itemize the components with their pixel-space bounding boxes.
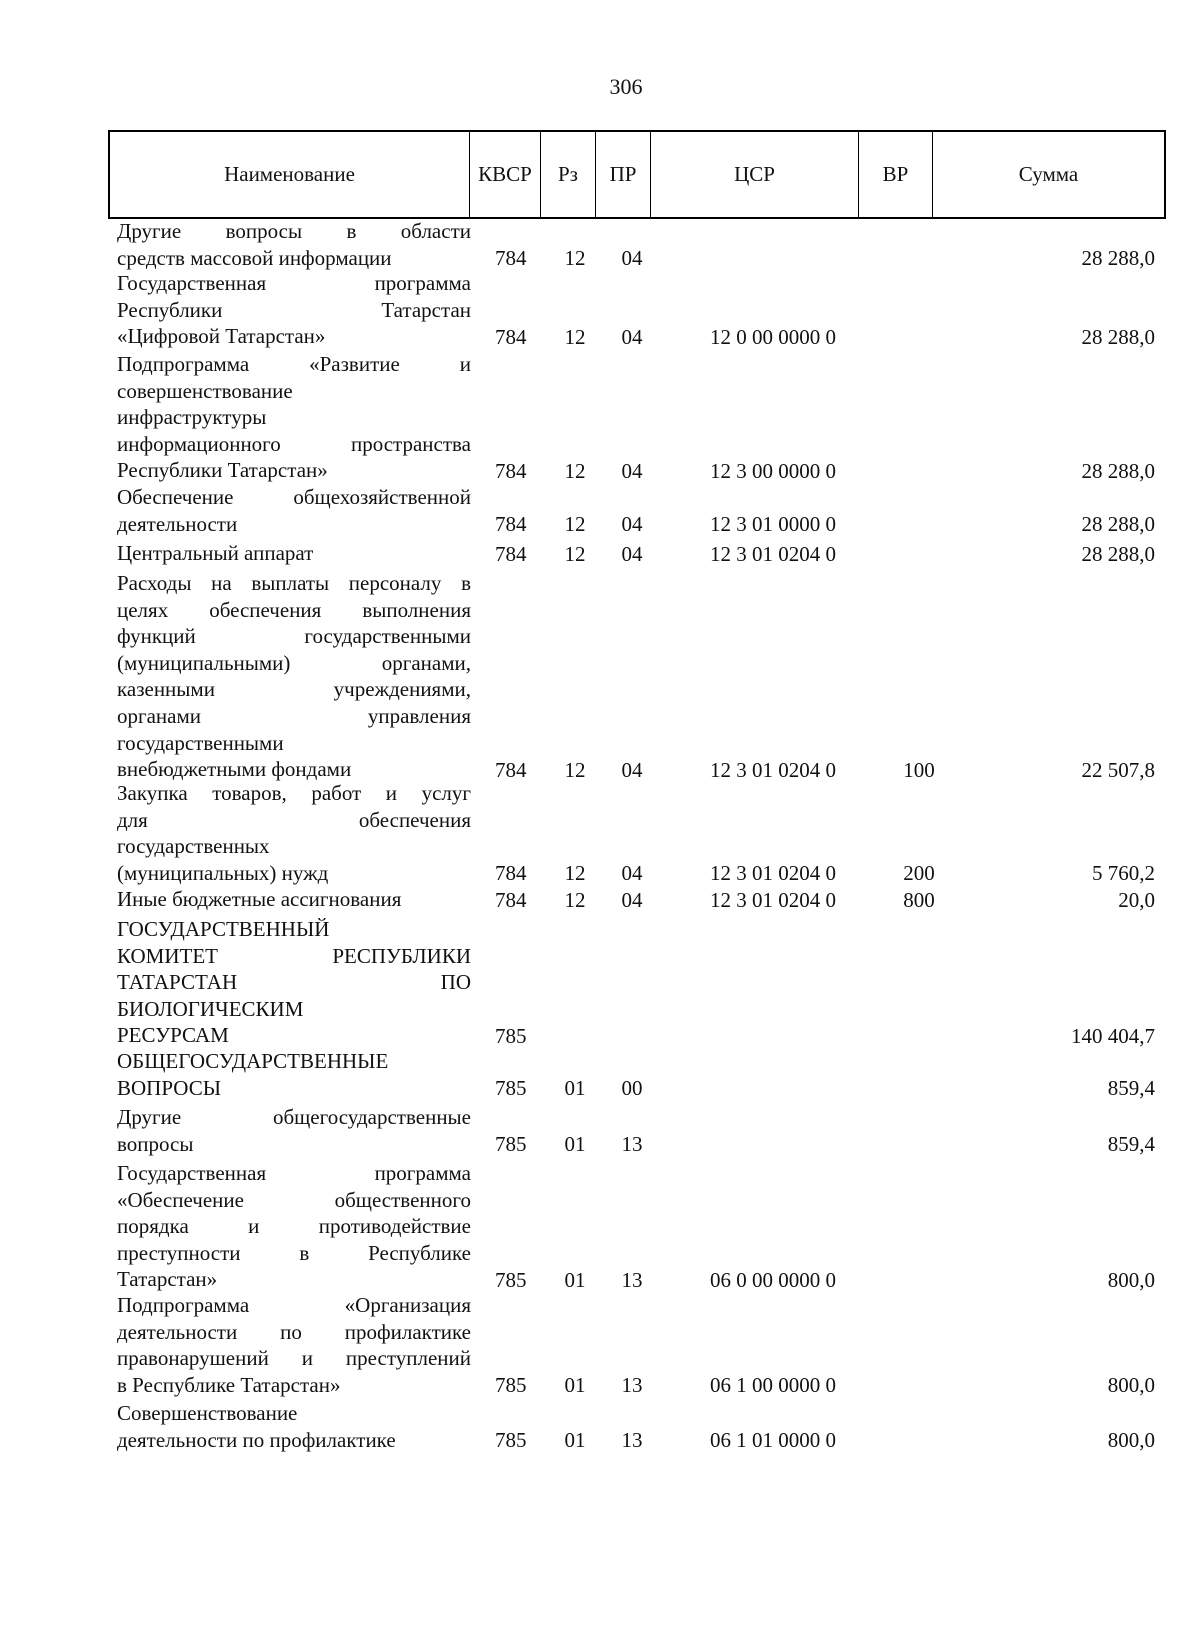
row-kvsr: 784	[495, 541, 527, 566]
row-name-line: органами управления	[117, 703, 471, 728]
row-sum: 5 760,2	[1092, 861, 1155, 886]
row-vr: 100	[903, 757, 935, 782]
row-name-line: Другие вопросы в области	[117, 219, 471, 243]
row-pr: 04	[621, 887, 643, 912]
header-pr: ПР	[596, 132, 651, 217]
row-rz: 12	[564, 861, 586, 886]
row-pr: 00	[621, 1076, 643, 1101]
row-pr: 04	[621, 541, 643, 566]
row-pr: 13	[621, 1132, 643, 1157]
header-sum: Сумма	[1018, 162, 1079, 186]
row-csr: 12 3 01 0000 0	[710, 512, 836, 537]
row-sum: 20,0	[1118, 887, 1155, 912]
row-name-line: инфраструктуры	[117, 405, 267, 430]
row-kvsr: 785	[495, 1268, 527, 1292]
row-name-line: внебюджетными фондами	[117, 757, 352, 782]
row-csr: 12 3 01 0204 0	[710, 861, 836, 886]
row-rz: 01	[564, 1076, 586, 1101]
header-vr: ВР	[859, 132, 933, 217]
row-name-line: РЕСУРСАМ	[117, 1023, 229, 1048]
table-row	[0, 218, 1200, 271]
table-row	[0, 1048, 1200, 1101]
row-rz: 12	[564, 541, 586, 566]
row-csr: 12 3 00 0000 0	[710, 459, 836, 483]
row-sum: 28 288,0	[1081, 246, 1155, 271]
row-name-line: казенными учреждениями,	[117, 677, 471, 702]
row-name-line: информационного пространства	[117, 431, 471, 456]
row-kvsr: 785	[495, 1373, 527, 1398]
row-name	[117, 484, 471, 537]
row-name-line: средств массовой информации	[117, 245, 392, 270]
row-name-line: для обеспечения	[117, 807, 471, 832]
header-kvsr: КВСР	[470, 132, 541, 217]
table-row	[0, 1160, 1200, 1293]
row-name	[117, 886, 471, 913]
row-pr: 04	[621, 246, 643, 271]
row-sum: 28 288,0	[1081, 541, 1155, 566]
row-sum: 800,0	[1107, 1373, 1155, 1398]
row-kvsr: 784	[495, 512, 527, 537]
row-name-line: Иные бюджетные ассигнования	[117, 887, 402, 911]
row-name-line: деятельности по профилактике	[117, 1319, 471, 1344]
row-rz: 01	[564, 1268, 586, 1292]
row-name-line: государственными	[117, 730, 284, 755]
row-name-line: совершенствование	[117, 378, 293, 403]
row-rz: 01	[564, 1373, 586, 1398]
row-name	[117, 780, 471, 886]
row-name-line: Подпрограмма «Организация	[117, 1293, 471, 1317]
row-name-line: КОМИТЕТ РЕСПУБЛИКИ	[117, 943, 471, 968]
row-rz: 12	[564, 887, 586, 912]
header-name: Наименование	[110, 132, 470, 217]
row-name-line: Республики Татарстан	[117, 297, 471, 322]
row-csr: 06 1 01 0000 0	[710, 1428, 836, 1453]
row-name-line: Государственная программа	[117, 271, 471, 295]
table-row	[0, 484, 1200, 537]
row-csr: 12 0 00 0000 0	[710, 324, 836, 349]
row-pr: 04	[621, 512, 643, 537]
row-name-line: целях обеспечения выполнения	[117, 597, 471, 622]
row-name	[117, 270, 471, 350]
row-name-line: Татарстан»	[117, 1267, 218, 1292]
table-row	[0, 916, 1200, 1049]
row-sum: 859,4	[1107, 1132, 1155, 1157]
row-name-line: БИОЛОГИЧЕСКИМ	[117, 996, 304, 1021]
row-sum: 28 288,0	[1081, 459, 1155, 483]
row-kvsr: 784	[495, 757, 527, 782]
row-sum: 800,0	[1107, 1268, 1155, 1292]
row-name-line: ТАТАРСТАН ПО	[117, 970, 471, 995]
row-kvsr: 784	[495, 459, 527, 483]
row-name	[117, 1104, 471, 1157]
row-sum: 140 404,7	[1071, 1024, 1155, 1048]
row-sum: 800,0	[1107, 1428, 1155, 1453]
row-name-line: Закупка товаров, работ и услуг	[117, 781, 471, 805]
row-name-line: ОБЩЕГОСУДАРСТВЕННЫЕ	[117, 1049, 389, 1073]
row-name-line: Республики Татарстан»	[117, 458, 328, 483]
row-sum: 28 288,0	[1081, 324, 1155, 349]
row-pr: 04	[621, 757, 643, 782]
row-vr: 200	[903, 861, 935, 886]
row-kvsr: 784	[495, 887, 527, 912]
table-row	[0, 351, 1200, 484]
row-name-line: государственных	[117, 834, 270, 859]
row-name-line: (муниципальных) нужд	[117, 860, 329, 885]
row-name-line: функций государственными	[117, 624, 471, 649]
page-number: 306	[609, 74, 643, 99]
row-name-line: порядка и противодействие	[117, 1214, 471, 1239]
row-csr: 12 3 01 0204 0	[710, 757, 836, 782]
row-name	[117, 1400, 471, 1453]
row-name	[117, 540, 471, 567]
table-row	[0, 1104, 1200, 1157]
row-kvsr: 784	[495, 324, 527, 349]
row-name	[117, 218, 471, 271]
row-name-line: (муниципальными) органами,	[117, 650, 471, 675]
row-kvsr: 784	[495, 246, 527, 271]
row-sum: 22 507,8	[1081, 757, 1155, 782]
row-name-line: Другие общегосударственные	[117, 1105, 471, 1129]
row-pr: 13	[621, 1428, 643, 1453]
header-rz: Рз	[541, 132, 596, 217]
row-name-line: правонарушений и преступлений	[117, 1346, 471, 1371]
row-rz: 12	[564, 246, 586, 271]
row-name-line: Обеспечение общехозяйственной	[117, 485, 471, 509]
row-rz: 01	[564, 1428, 586, 1453]
table-row	[0, 780, 1200, 886]
row-name-line: деятельности по профилактике	[117, 1427, 396, 1452]
row-name-line: ГОСУДАРСТВЕННЫЙ	[117, 917, 330, 941]
row-rz: 12	[564, 512, 586, 537]
row-name-line: Государственная программа	[117, 1161, 471, 1185]
table-header	[108, 130, 1166, 219]
row-rz: 12	[564, 324, 586, 349]
row-name-line: ВОПРОСЫ	[117, 1075, 222, 1100]
row-name	[117, 351, 471, 484]
row-name-line: Совершенствование	[117, 1401, 298, 1425]
row-pr: 13	[621, 1268, 643, 1292]
table-row	[0, 1400, 1200, 1453]
row-name	[117, 1048, 471, 1101]
row-csr: 06 0 00 0000 0	[710, 1268, 836, 1292]
table-row	[0, 1292, 1200, 1398]
row-csr: 12 3 01 0204 0	[710, 887, 836, 912]
row-name	[117, 916, 471, 1049]
row-rz: 12	[564, 459, 586, 483]
row-pr: 13	[621, 1373, 643, 1398]
header-csr: ЦСР	[651, 132, 859, 217]
row-name-line: «Обеспечение общественного	[117, 1187, 471, 1212]
row-name-line: в Республике Татарстан»	[117, 1372, 341, 1397]
row-sum: 859,4	[1107, 1076, 1155, 1101]
row-sum: 28 288,0	[1081, 512, 1155, 537]
row-name-line: Подпрограмма «Развитие и	[117, 352, 471, 376]
row-kvsr: 785	[495, 1428, 527, 1453]
table-row	[0, 540, 1200, 567]
row-rz: 12	[564, 757, 586, 782]
table-row	[0, 570, 1200, 783]
row-name-line: деятельности	[117, 511, 238, 536]
table-row	[0, 270, 1200, 350]
row-vr: 800	[903, 887, 935, 912]
row-kvsr: 785	[495, 1076, 527, 1101]
row-pr: 04	[621, 459, 643, 483]
row-name-line: «Цифровой Татарстан»	[117, 324, 326, 349]
row-name	[117, 1292, 471, 1398]
row-name-line: Центральный аппарат	[117, 541, 314, 565]
row-csr: 12 3 01 0204 0	[710, 541, 836, 566]
row-rz: 01	[564, 1132, 586, 1157]
row-name-line: преступности в Республике	[117, 1240, 471, 1265]
row-pr: 04	[621, 324, 643, 349]
row-kvsr: 785	[495, 1024, 527, 1048]
table-row	[0, 886, 1200, 913]
row-name-line: Расходы на выплаты персоналу в	[117, 571, 471, 595]
row-name	[117, 570, 471, 783]
row-pr: 04	[621, 861, 643, 886]
row-kvsr: 785	[495, 1132, 527, 1157]
row-kvsr: 784	[495, 861, 527, 886]
row-name	[117, 1160, 471, 1293]
row-csr: 06 1 00 0000 0	[710, 1373, 836, 1398]
row-name-line: вопросы	[117, 1131, 194, 1156]
